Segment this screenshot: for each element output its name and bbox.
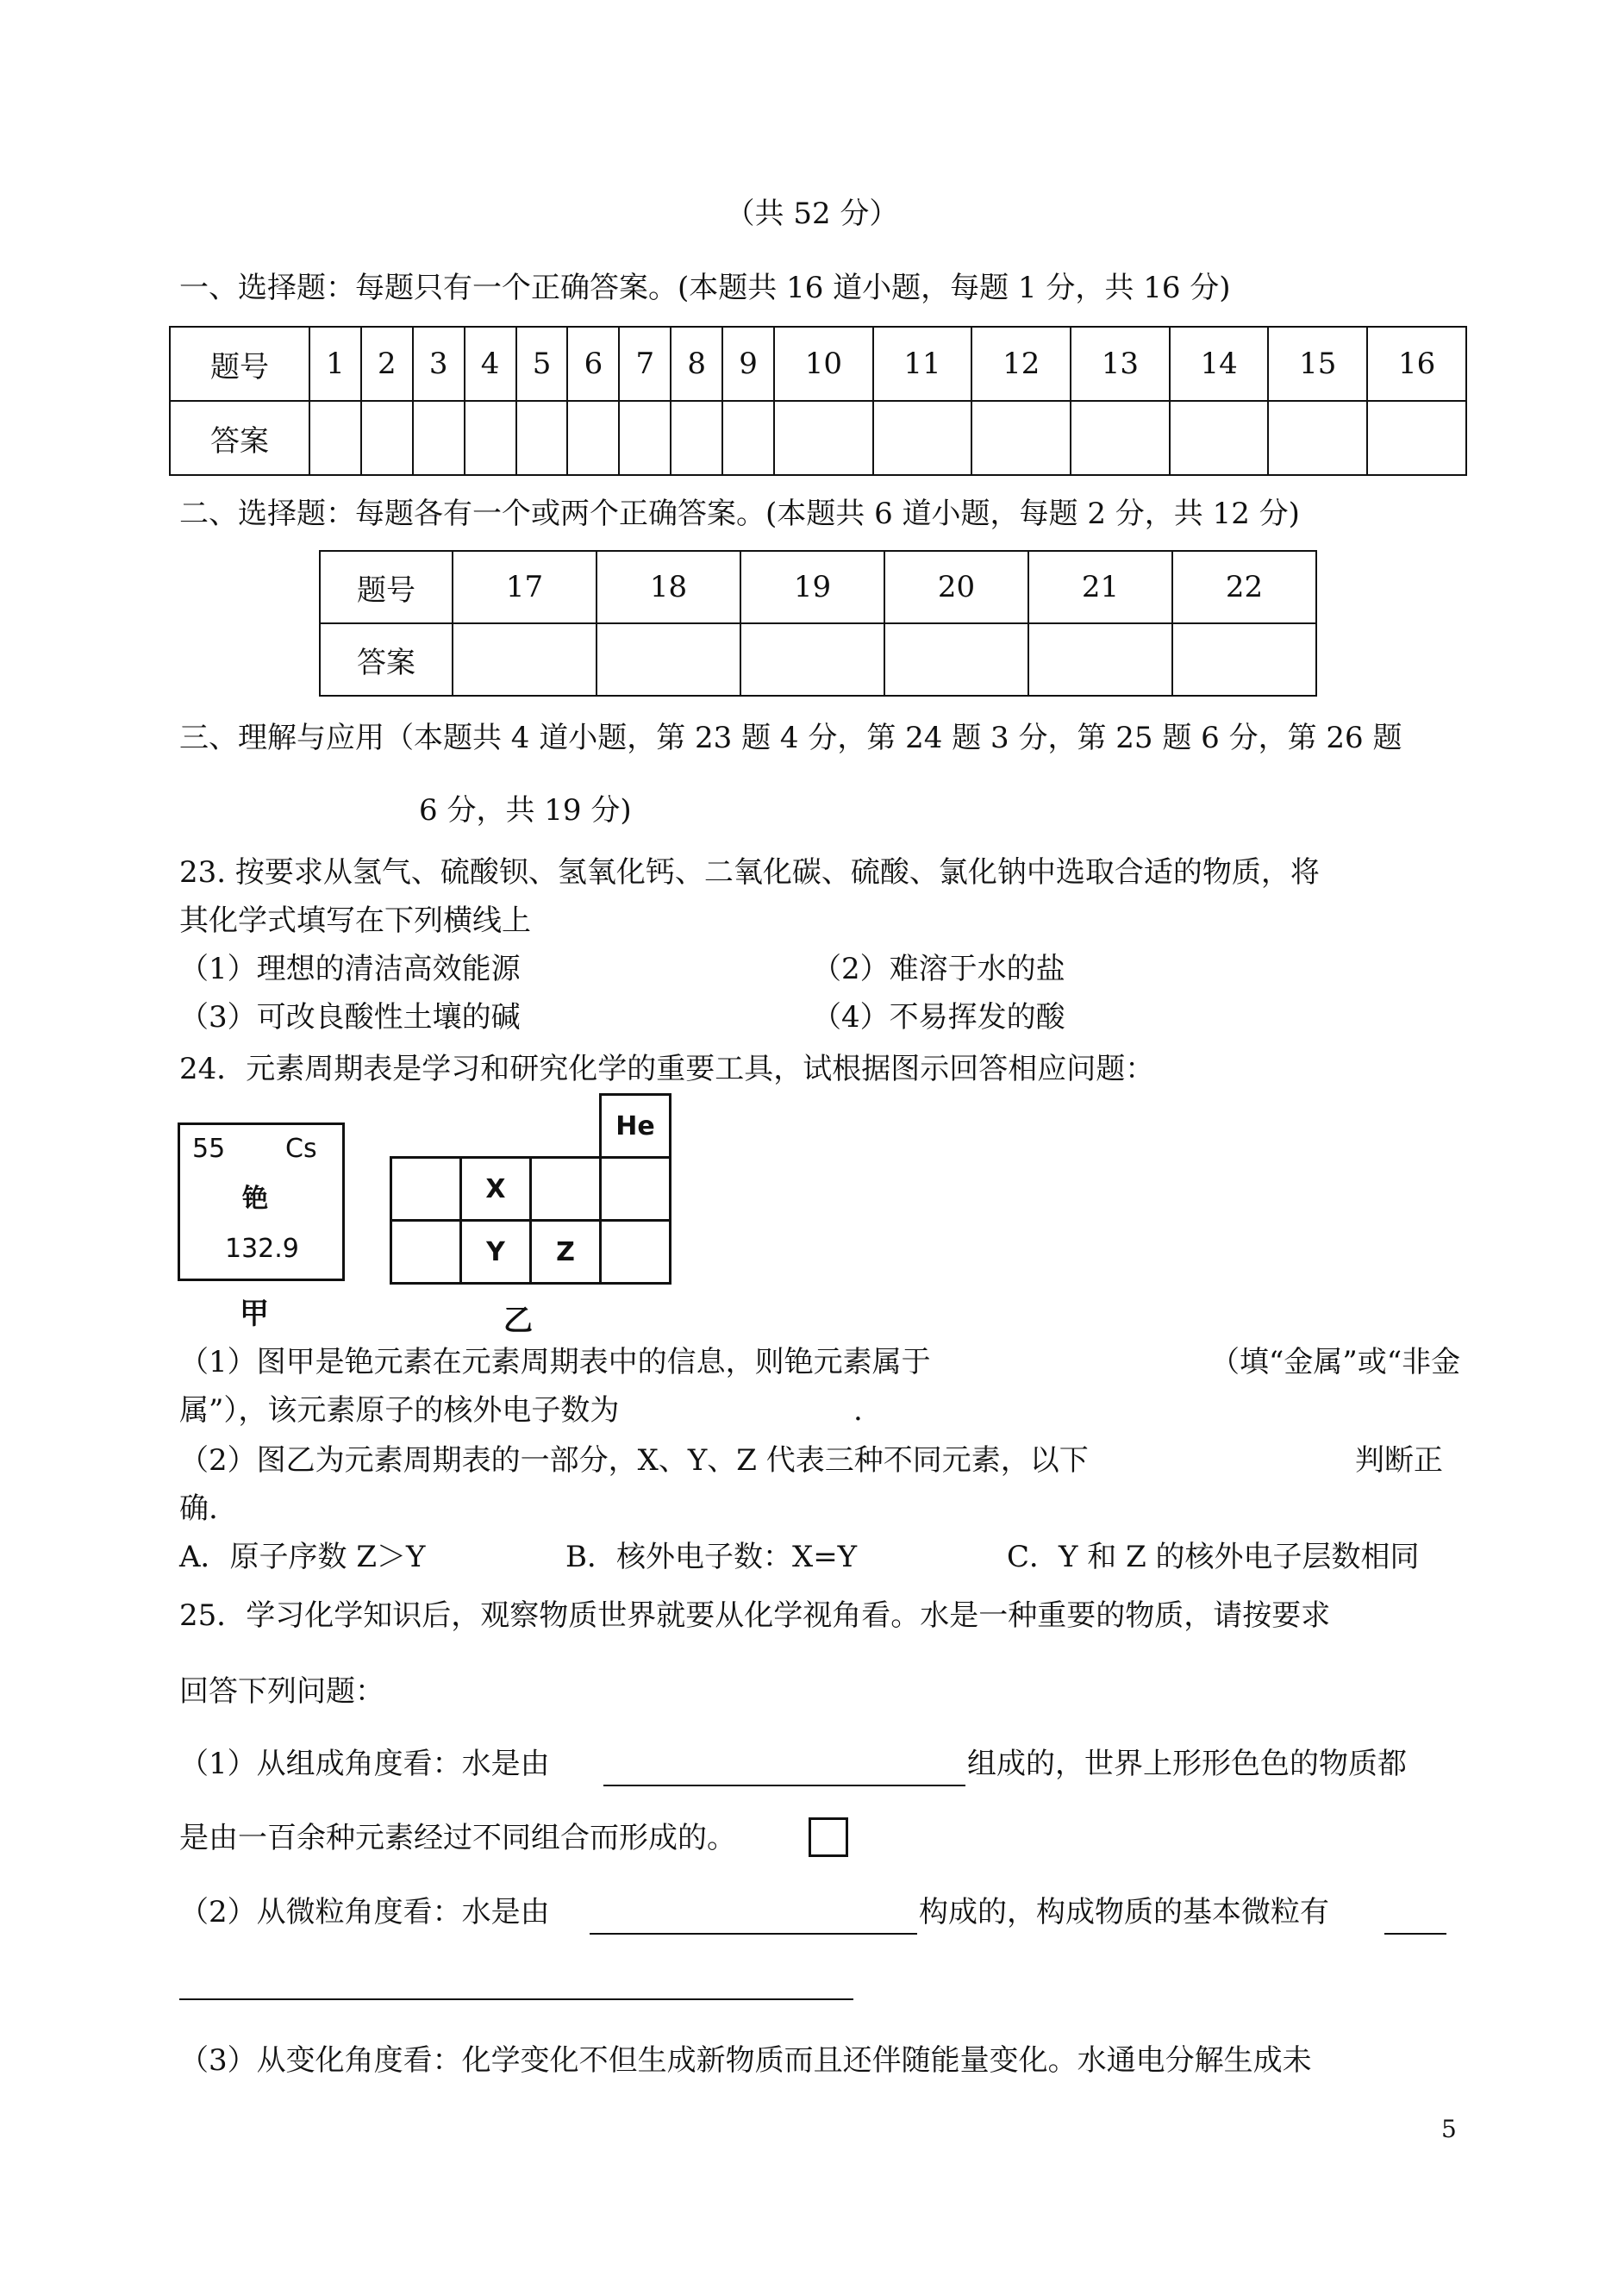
answer-cell[interactable] [453,623,597,696]
atomic-mass: 132.9 [225,1234,299,1264]
element-y-cell: Y [461,1221,531,1284]
question-number: 14 [1170,327,1269,401]
question-number: 18 [597,551,740,623]
question-number: 2 [361,327,413,401]
answer-cell[interactable] [971,401,1071,475]
q25-part2-a: （2）从微粒角度看：水是由 [179,1895,550,1929]
atomic-number: 55 [192,1134,226,1164]
question-number: 22 [1172,551,1316,623]
q25-part1-b: 组成的，世界上形形色色的物质都 [967,1747,1407,1781]
question-number: 6 [567,327,619,401]
answer-cell[interactable] [465,401,516,475]
element-z-cell: Z [531,1221,601,1284]
question-number: 10 [774,327,873,401]
q24-stem: 24．元素周期表是学习和研究化学的重要工具，试根据图示回答相应问题： [179,1052,1155,1086]
q23-part4: （4）不易挥发的酸 [812,1000,1065,1035]
table-cell [531,1158,601,1221]
figure-yi-label: 乙 [503,1304,533,1338]
page-number: 5 [1441,2115,1457,2143]
figure-jia-label: 甲 [240,1297,269,1331]
element-x-cell: X [461,1158,531,1221]
answer-cell[interactable] [722,401,774,475]
answer-cell[interactable] [309,401,361,475]
answer-cell[interactable] [597,623,740,696]
question-number: 1 [309,327,361,401]
question-number: 16 [1367,327,1466,401]
question-number: 3 [413,327,465,401]
q25-part2-b: 构成的，构成物质的基本微粒有 [919,1895,1329,1929]
row-label: 题号 [320,551,453,623]
section1-answer-table [169,326,1467,476]
cesium-element-card [178,1122,345,1281]
q25-part2-blank-tail[interactable] [1384,1902,1446,1935]
question-number: 4 [465,327,516,401]
answer-cell[interactable] [361,401,413,475]
q25-part1-a: （1）从组成角度看：水是由 [179,1747,550,1781]
section3-title-line2: 6 分，共 19 分) [419,793,632,828]
q25-stem-line1: 25．学习化学知识后，观察物质世界就要从化学视角看。水是一种重要的物质，请按要求 [179,1598,1331,1633]
row-label: 题号 [170,327,309,401]
answer-cell[interactable] [413,401,465,475]
row-label: 答案 [320,623,453,696]
q24-option-b: B．核外电子数：X=Y [565,1540,858,1574]
section2-answer-table [319,550,1317,697]
question-number: 7 [619,327,671,401]
row-label: 答案 [170,401,309,475]
helium-cell: He [601,1095,671,1158]
table-cell [391,1221,461,1284]
element-symbol: Cs [285,1134,317,1164]
table-cell [601,1221,671,1284]
table-row [170,327,1466,401]
q23-part3: （3）可改良酸性土壤的碱 [179,1000,521,1035]
table-cell [391,1158,461,1221]
answer-cell[interactable] [774,401,873,475]
question-number: 12 [971,327,1071,401]
q24-part2-c: 确. [179,1491,218,1526]
answer-cell[interactable] [1170,401,1269,475]
q24-option-c: C．Y 和 Z 的核外电子层数相同 [1007,1540,1420,1574]
q24-part2-b: 判断正 [1355,1443,1443,1478]
q24-part1-a: （1）图甲是铯元素在元素周期表中的信息，则铯元素属于 [179,1345,931,1379]
question-number: 5 [516,327,568,401]
q24-option-a: A．原子序数 Z＞Y [179,1540,426,1574]
q23-part1: （1）理想的清洁高效能源 [179,952,521,986]
answer-cell[interactable] [671,401,722,475]
question-number: 9 [722,327,774,401]
q25-stem-line2: 回答下列问题： [179,1674,384,1709]
q25-part2-blank[interactable] [590,1902,917,1935]
q25-part3: （3）从变化角度看：化学变化不但生成新物质而且还伴随能量变化。水通电分解生成未 [179,2043,1312,2078]
answer-cell[interactable] [1071,401,1170,475]
question-number: 8 [671,327,722,401]
question-number: 20 [884,551,1028,623]
question-number: 21 [1028,551,1172,623]
q23-stem-line1: 23. 按要求从氢气、硫酸钡、氢氧化钙、二氧化碳、硫酸、氯化钠中选取合适的物质，将 [179,855,1320,890]
question-number: 17 [453,551,597,623]
checkbox-square[interactable] [809,1817,848,1857]
section1-title: 一、选择题：每题只有一个正确答案。(本题共 16 道小题，每题 1 分，共 16 分) [179,271,1231,305]
q24-part1-c: 属”），该元素原子的核外电子数为 [179,1393,620,1428]
question-number: 11 [873,327,972,401]
table-row [320,623,1316,696]
q25-part1-c: 是由一百余种元素经过不同组合而形成的。 [179,1821,736,1855]
question-number: 15 [1268,327,1367,401]
answer-cell[interactable] [619,401,671,475]
answer-cell[interactable] [884,623,1028,696]
q24-part1-b: （填“金属”或“非金 [1210,1345,1461,1379]
table-cell [601,1158,671,1221]
q23-stem-line2: 其化学式填写在下列横线上 [179,904,531,938]
answer-cell[interactable] [567,401,619,475]
question-number: 13 [1071,327,1170,401]
table-row [170,401,1466,475]
score-header: （共 52 分） [725,197,899,231]
section2-title: 二、选择题：每题各有一个或两个正确答案。(本题共 6 道小题，每题 2 分，共 12 分) [179,497,1300,531]
section3-title-line1: 三、理解与应用（本题共 4 道小题，第 23 题 4 分，第 24 题 3 分，第 25 题 6 分，第 26 题 [179,721,1402,755]
answer-cell[interactable] [740,623,884,696]
q23-part2: （2）难溶于水的盐 [812,952,1065,986]
table-row [320,551,1316,623]
answer-cell[interactable] [1367,401,1466,475]
question-number: 19 [740,551,884,623]
element-name: 铯 [242,1184,268,1214]
answer-cell[interactable] [873,401,972,475]
q24-part2-a: （2）图乙为元素周期表的一部分，X、Y、Z 代表三种不同元素，以下 [179,1443,1089,1478]
q25-part2-blank-line2[interactable] [179,1967,853,2000]
answer-cell[interactable] [1172,623,1316,696]
answer-cell[interactable] [1268,401,1367,475]
periodic-table-fragment [390,1093,671,1285]
answer-cell[interactable] [516,401,568,475]
q25-part1-blank[interactable] [603,1754,965,1786]
q24-part1-d: . [853,1393,863,1428]
answer-cell[interactable] [1028,623,1172,696]
